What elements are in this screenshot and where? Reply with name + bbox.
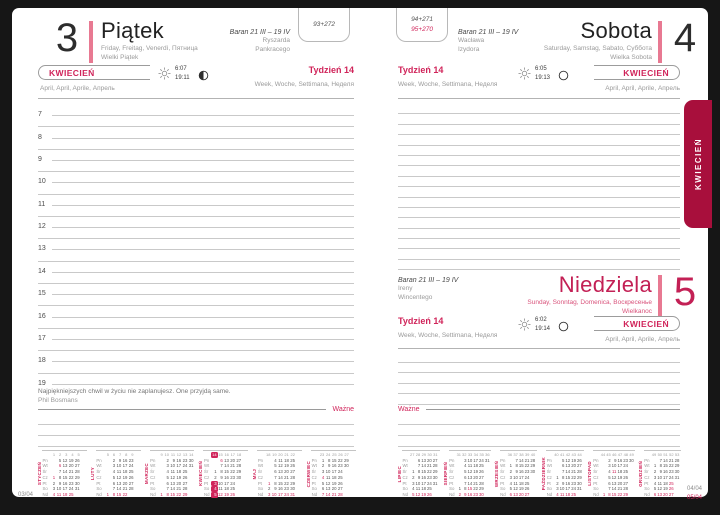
zodiac-label: Baran 21 III – 19 IV — [458, 29, 519, 36]
ruled-line-row — [38, 295, 354, 306]
hour-label: 17 — [38, 334, 46, 342]
ruled-line-row — [38, 206, 354, 217]
ruled-line — [38, 425, 354, 436]
mini-calendar-month-label: LISTOPAD — [587, 461, 593, 487]
accent-bar — [658, 21, 662, 63]
hour-row — [38, 195, 354, 206]
month-label: KWIECIEŃ — [49, 67, 95, 78]
day-name: Piątek — [101, 18, 164, 43]
ruled-line-row — [38, 362, 354, 373]
month-box — [594, 65, 680, 80]
diary-spread — [12, 8, 708, 501]
ruled-line — [398, 363, 680, 374]
ruled-line — [38, 373, 354, 374]
mini-calendar-grid: 40 41 42 43 44 Pn 5 12 19 26 Wt 6 13 20 27 Śr 7 14 21 28 Cz 1 8 15 22 29 Pt 2 9 16 23 30 So 3 10 17 24 31 Nd 4 11 18 25 — [546, 452, 582, 497]
sun-times — [175, 65, 190, 84]
ruled-line — [398, 146, 680, 156]
month-languages: April, April, Aprile, Апрель — [40, 85, 115, 92]
mini-calendar-grid: 1 2 3 4 5 Pn 5 12 19 26 Wt 6 13 20 27 Śr 7 14 21 28 Cz 1 8 15 22 29 Pt 2 9 16 23 30 So 3 10 17 24 31 Nd 4 11 18 25 — [42, 450, 87, 498]
ruled-line — [52, 272, 354, 273]
hour-label: 19 — [38, 379, 46, 387]
ruled-line — [52, 160, 354, 161]
ruled-lines-sunday — [398, 352, 680, 405]
hour-row — [38, 217, 354, 231]
month-languages: April, April, Aprile, Апрель — [605, 85, 680, 92]
mini-calendar-grid: 9 10 11 12 13 14 Pn 2 9 16 23 30 Wt 3 10 17 24 31 Śr 4 11 18 25 Cz 5 12 19 26 Pt 6 13 20 27 So 7 14 21 28 Nd 1 8 15 22 29 — [150, 452, 194, 497]
week-label: Tydzień 14 — [398, 316, 444, 326]
ruled-line-row — [38, 340, 354, 351]
mini-calendar-strip-right — [396, 450, 680, 498]
hour-row — [38, 351, 354, 365]
nameday: Izydora — [458, 45, 480, 53]
ruled-line — [38, 261, 354, 262]
mini-calendar — [144, 450, 195, 498]
ruled-line — [398, 104, 680, 114]
day-of-year-badge: 94+271 95+270 — [396, 8, 448, 42]
moon-icon — [198, 68, 209, 86]
sun-icon — [518, 67, 531, 85]
mini-calendar — [36, 450, 87, 498]
quote-author: Phil Bosmans — [38, 397, 78, 404]
ruled-line-row — [38, 183, 354, 194]
hour-label: 12 — [38, 223, 46, 231]
sun-times — [535, 316, 550, 335]
mini-calendar-month-label: SIERPIEŃ — [443, 462, 449, 486]
important-label: Ważne — [332, 406, 354, 413]
day-of-year-badge: 93+272 — [298, 8, 350, 42]
ruled-line-row — [38, 139, 354, 150]
mini-calendar-month-label: CZERWIEC — [305, 460, 311, 487]
mini-calendar-month-label: MARZEC — [144, 463, 150, 485]
ruled-line — [398, 373, 680, 384]
ruled-line — [398, 198, 680, 208]
week-languages: Week, Woche, Settimana, Неделя — [254, 81, 354, 88]
month-tab — [684, 100, 712, 228]
mini-calendar — [443, 450, 491, 498]
ruled-line-row — [38, 161, 354, 172]
day-languages: Sunday, Sonntag, Domenica, Воскресенье — [527, 299, 652, 306]
ruled-line — [52, 227, 354, 228]
holiday-label: Wielka Sobota — [610, 53, 652, 61]
hour-row — [38, 329, 354, 340]
hour-row — [38, 239, 354, 253]
ruled-line — [38, 283, 354, 284]
accent-bar — [89, 21, 93, 63]
mini-calendar-month-label: LIPIEC — [396, 465, 402, 482]
week-label: Tydzień 14 — [308, 65, 354, 75]
week-languages: Week, Woche, Settimana, Неделя — [398, 81, 498, 88]
hour-label: 14 — [38, 267, 46, 275]
ruled-line-row — [38, 116, 354, 127]
moon-icon — [558, 319, 569, 337]
hour-label: 9 — [38, 155, 42, 163]
hour-row — [38, 127, 354, 141]
day-languages: Saturday, Samstag, Sabato, Суббота — [543, 45, 652, 52]
mini-calendar-grid: 5 6 7 8 9 Pn 2 9 16 23 Wt 3 10 17 24 Śr 4 11 18 25 Cz 5 12 19 26 Pt 6 13 20 27 So 7 14 21 28 Nd 1 8 15 22 — [96, 450, 141, 498]
separator-line — [398, 98, 680, 99]
ruled-line — [52, 294, 354, 295]
ruled-line — [52, 249, 354, 250]
day-number-sunday: 5 — [673, 270, 697, 314]
month-languages: April, April, Aprile, Апрель — [605, 336, 680, 343]
ruled-line — [38, 350, 354, 351]
sunrise-time: 6:05 — [535, 66, 547, 72]
mini-calendar-grid: 23 24 25 26 27 Pn 1 8 15 22 29 Wt 2 9 16 23 30 Śr 3 10 17 24 Cz 4 11 18 25 Pt 5 12 19 26 So 6 13 20 27 Nd 7 14 21 28 — [311, 450, 356, 498]
ruled-line — [398, 208, 680, 218]
ruled-line — [38, 328, 354, 329]
month-box — [594, 316, 680, 331]
ruled-line-row — [38, 318, 354, 329]
ruled-line — [52, 339, 354, 340]
ruled-line — [398, 229, 680, 239]
ruled-line — [52, 361, 354, 362]
ruled-line — [426, 409, 680, 410]
ruled-line — [52, 115, 354, 116]
hour-row — [38, 150, 354, 161]
ruled-line — [52, 384, 354, 385]
zodiac-block-sunday — [398, 276, 458, 303]
ruled-line — [398, 384, 680, 395]
mini-calendar-month-label: STYCZEŃ — [36, 462, 42, 486]
hour-row — [38, 284, 354, 298]
hour-label: 11 — [38, 200, 46, 208]
ruled-line — [398, 414, 680, 425]
ruled-line — [38, 409, 326, 410]
ruled-line — [38, 216, 354, 217]
hour-label: 15 — [38, 290, 46, 298]
page-number: 03/04 — [18, 492, 34, 498]
mini-calendar-strip-left — [36, 450, 356, 498]
hour-label: 16 — [38, 312, 46, 320]
nameday: Ireny — [398, 285, 413, 293]
ruled-line — [398, 114, 680, 124]
mini-calendar — [90, 450, 141, 498]
note-lines — [398, 414, 680, 447]
mini-calendar-grid: 14 15 16 17 18 Pn 6 13 20 27 Wt 7 14 21 28 Śr 1 8 15 22 29 Cz 2 9 16 23 30 Pt 3 10 17 24 So 4 11 18 25 Nd 5 12 19 26 — [203, 450, 248, 498]
zodiac-label: Baran 21 III – 19 IV — [229, 29, 290, 36]
mini-calendar — [494, 450, 538, 498]
page-number: 04/04 05/04 — [686, 486, 702, 501]
day-name: Sobota — [580, 18, 652, 43]
hour-label: 7 — [38, 111, 42, 119]
mini-calendar-month-label: WRZESIEŃ — [494, 460, 500, 487]
mini-calendar — [540, 450, 584, 498]
ruled-line — [398, 166, 680, 176]
ruled-line — [398, 177, 680, 187]
separator-line — [38, 98, 354, 99]
nameday: Pankracego — [255, 45, 290, 53]
ruled-lines-saturday — [398, 104, 680, 270]
zodiac-label: Baran 21 III – 19 IV — [398, 277, 459, 284]
mini-calendar-grid: 36 37 38 39 40 Pn 7 14 21 28 Wt 1 8 15 22 29 Śr 2 9 16 23 30 Cz 3 10 17 24 Pt 4 11 18 25 So 5 12 19 26 Nd 6 13 20 27 — [500, 452, 536, 497]
ruled-line — [38, 238, 354, 239]
mini-calendar-grid: 18 19 20 21 22 Pn 4 11 18 25 Wt 5 12 19 26 Śr 6 13 20 27 Cz 7 14 21 28 Pt 1 8 15 22 29 So 2 9 16 23 30 Nd 3 10 17 24 31 — [257, 450, 302, 498]
ruled-line — [398, 187, 680, 197]
ruled-line — [398, 218, 680, 228]
ruled-line — [398, 260, 680, 270]
week-languages: Week, Woche, Settimana, Неделя — [398, 332, 498, 339]
mini-calendar-month-label: GRUDZIEŃ — [638, 460, 644, 487]
ruled-line — [398, 394, 680, 405]
zodiac-block-friday — [182, 28, 290, 55]
month-label: KWIECIEŃ — [623, 67, 669, 78]
quote-block — [38, 388, 354, 404]
mini-calendar-month-label: MAJ — [251, 468, 257, 480]
ruled-line — [38, 436, 354, 447]
mini-calendar — [305, 450, 356, 498]
holiday-label: Wielkanoc — [622, 307, 652, 315]
ruled-line — [52, 182, 354, 183]
ruled-line-row — [38, 228, 354, 239]
separator-line — [398, 348, 680, 349]
week-block — [398, 65, 497, 90]
ruled-line — [38, 305, 354, 306]
hour-row — [38, 374, 354, 385]
mini-calendar-grid: 49 50 51 52 53 Pn 7 14 21 28 Wt 1 8 15 22 29 Śr 2 9 16 23 30 Cz 3 10 17 24 31 Pt 4 11 18 25 So 5 12 19 26 Nd 6 13 20 27 — [644, 452, 680, 497]
zodiac-block-saturday — [458, 28, 518, 55]
ruled-line — [398, 249, 680, 259]
ruled-line — [38, 171, 354, 172]
week-block — [398, 316, 497, 341]
sun-icon — [158, 67, 171, 85]
important-label: Ważne — [398, 406, 420, 413]
mini-calendar-grid: 44 45 46 47 48 49 Pn 2 9 16 23 30 Wt 3 10 17 24 Śr 4 11 18 25 Cz 5 12 19 26 Pt 6 13 20 27 So 7 14 21 28 Nd 1 8 15 22 29 — [593, 452, 634, 497]
month-label: KWIECIEŃ — [623, 318, 669, 329]
day-number-saturday: 4 — [673, 16, 697, 60]
ruled-line — [398, 239, 680, 249]
quote-text: Najpiękniejszych chwil w życiu nie zaplanujesz. One przyjdą same. — [38, 388, 231, 395]
day-name: Niedziela — [558, 272, 652, 297]
ruled-line-row — [38, 250, 354, 261]
important-row — [38, 406, 354, 413]
ruled-line — [38, 126, 354, 127]
ruled-line — [398, 135, 680, 145]
ruled-line — [398, 425, 680, 436]
ruled-line — [38, 149, 354, 150]
mini-calendar — [197, 450, 248, 498]
month-tab-label: KWIECIEŃ — [693, 138, 703, 190]
important-row — [398, 406, 680, 413]
day-header-saturday — [512, 20, 652, 63]
week-label: Tydzień 14 — [398, 65, 444, 75]
nameday: Ryszarda — [262, 37, 290, 45]
day-header-sunday — [492, 274, 652, 317]
sunset-time: 19:13 — [535, 75, 551, 82]
mini-calendar-month-label: KWIECIEŃ — [197, 461, 203, 487]
ruled-line — [398, 125, 680, 135]
hour-row — [38, 172, 354, 186]
ruled-line — [38, 414, 354, 425]
accent-bar — [658, 275, 662, 317]
note-lines — [38, 414, 354, 447]
moon-icon — [558, 68, 569, 86]
hour-label: 13 — [38, 245, 46, 253]
sunrise-time: 6:02 — [535, 317, 547, 323]
sunset-time: 19:11 — [175, 75, 190, 82]
hour-label: 8 — [38, 133, 42, 141]
ruled-line — [38, 194, 354, 195]
holiday-label: Wielki Piątek — [101, 53, 139, 61]
ruled-line — [52, 205, 354, 206]
ruled-line-row — [38, 273, 354, 284]
hour-row — [38, 105, 354, 119]
hour-row — [38, 262, 354, 273]
month-box — [38, 65, 150, 80]
mini-calendar-grid: 27 28 29 30 31 Pn 6 13 20 27 Wt 7 14 21 28 Śr 1 8 15 22 29 Cz 2 9 16 23 30 Pt 3 10 17 24 31 So 4 11 18 25 Nd 5 12 19 26 — [402, 452, 438, 497]
ruled-line — [52, 317, 354, 318]
ruled-line — [398, 352, 680, 363]
nameday: Wacława — [458, 37, 485, 45]
ruled-line — [398, 436, 680, 447]
nameday: Wincentego — [398, 293, 433, 301]
sunrise-time: 6:07 — [175, 66, 187, 72]
mini-calendar — [396, 450, 440, 498]
week-block — [222, 65, 354, 90]
mini-calendar-month-label: PAŹDZIERNIK — [540, 457, 546, 491]
hour-row — [38, 306, 354, 320]
sun-icon — [518, 318, 531, 336]
mini-calendar — [587, 450, 635, 498]
hour-label: 10 — [38, 178, 46, 186]
day-languages: Friday, Freitag, Venerdì, Пятница — [101, 45, 198, 52]
ruled-line — [398, 156, 680, 166]
sunset-time: 19:14 — [535, 326, 551, 333]
mini-calendar — [251, 450, 302, 498]
mini-calendar-grid: 31 32 33 34 35 36 Pn 3 10 17 24 31 Wt 4 11 18 25 Śr 5 12 19 26 Cz 6 13 20 27 Pt 7 14 21 28 So 1 8 15 22 29 Nd 2 9 16 23 30 — [449, 452, 490, 497]
sun-times — [535, 65, 550, 84]
day-number-friday: 3 — [55, 16, 79, 60]
ruled-line — [52, 138, 354, 139]
hour-label: 18 — [38, 357, 46, 365]
hour-lines-area — [38, 105, 354, 385]
mini-calendar-month-label: LUTY — [90, 467, 96, 481]
